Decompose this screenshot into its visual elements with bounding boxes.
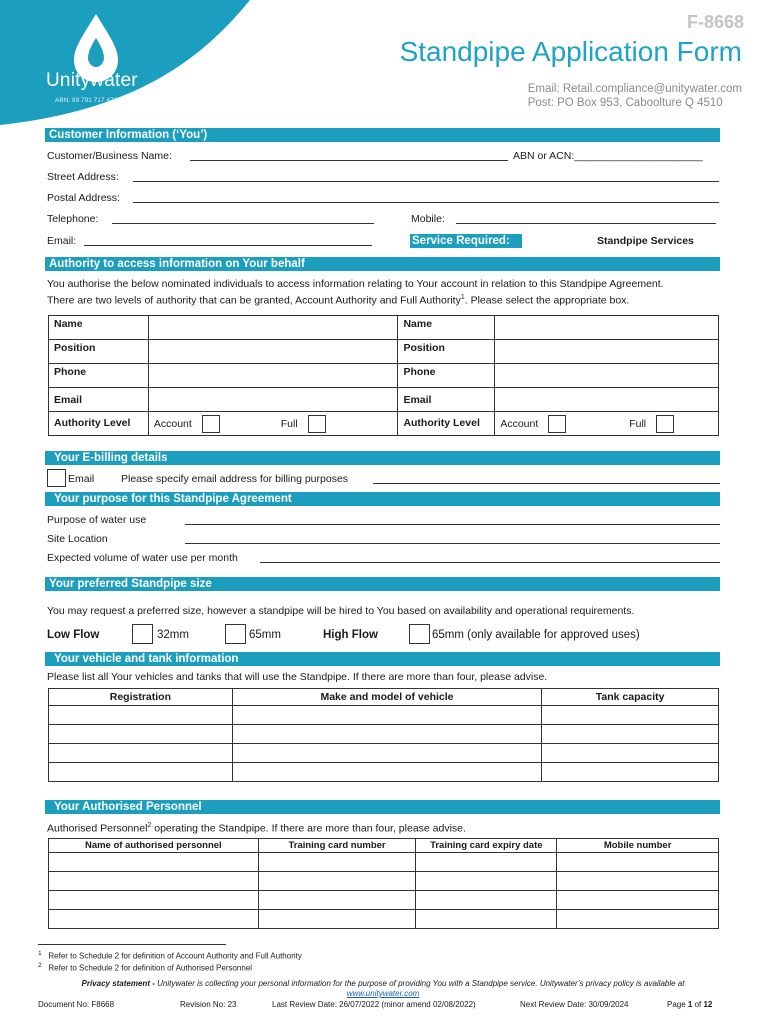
personnel-cell[interactable] <box>49 910 259 929</box>
size-32mm-label: 32mm <box>157 629 189 641</box>
contact-post: Post: PO Box 953, Caboolture Q 4510 <box>527 96 723 109</box>
section-customer-heading: Customer Information (‘You’) <box>45 128 720 142</box>
vehicle-cell[interactable] <box>232 744 541 763</box>
table-header-row <box>49 689 719 706</box>
table-header-row <box>49 839 719 853</box>
authority-level-label-1: Authority Level <box>49 412 149 436</box>
col-personnel-name: Name of authorised personnel <box>49 839 259 853</box>
document-number: Document No: F8668 <box>38 1000 115 1009</box>
privacy-text: Unitywater is collecting your personal information for the purpose of providing You with a Standpipe service. Unitywater’s privacy policy is available at <box>154 979 685 988</box>
authority-level-label-2: Authority Level <box>398 412 495 436</box>
col-registration: Registration <box>49 689 233 706</box>
position-label-2: Position <box>398 340 495 364</box>
street-address-label: Street Address: <box>47 171 119 183</box>
site-location-label: Site Location <box>47 533 108 545</box>
position-field-1[interactable] <box>148 340 398 364</box>
revision-number: Revision No: 23 <box>180 1000 237 1009</box>
account-option-label-1: Account <box>153 417 192 430</box>
page-indicator: Page 1 of 12 <box>667 1000 713 1009</box>
email-label: Email: <box>47 235 77 247</box>
vehicle-cell[interactable] <box>542 706 719 725</box>
table-row <box>49 725 719 744</box>
table-row <box>49 706 719 725</box>
volume-field[interactable] <box>260 562 720 563</box>
personnel-cell[interactable] <box>557 872 719 891</box>
table-row <box>49 340 719 364</box>
ebilling-email-label: Email <box>68 473 95 485</box>
col-mobile: Mobile number <box>557 839 719 853</box>
table-row <box>49 316 719 340</box>
personnel-cell[interactable] <box>49 891 259 910</box>
authority-table <box>48 315 719 436</box>
col-make-model: Make and model of vehicle <box>232 689 541 706</box>
purpose-field[interactable] <box>185 524 720 525</box>
personnel-cell[interactable] <box>416 853 557 872</box>
table-row <box>49 412 719 436</box>
section-ebilling-heading: Your E-billing details <box>45 451 720 465</box>
footnote-1: $^1$ Refer to Schedule 2 for definition of Account Authority and Full Authority <box>38 950 302 961</box>
section-personnel-heading: Your Authorised Personnel <box>45 800 720 814</box>
business-name-label: Customer/Business Name: <box>47 150 172 162</box>
name-field-1[interactable] <box>148 316 398 340</box>
form-number: F-8668 <box>686 12 744 32</box>
business-name-field[interactable] <box>190 160 508 161</box>
vehicle-cell[interactable] <box>542 744 719 763</box>
personnel-instruction: Authorised Personnel$^2$ operating the Standpipe. If there are more than four, please advise. <box>47 822 466 835</box>
email-field[interactable] <box>84 245 372 246</box>
size-65mm-high-label: 65mm (only available for approved uses) <box>432 629 640 641</box>
table-row <box>49 364 719 388</box>
name-label-1: Name <box>49 316 149 340</box>
table-row <box>49 763 719 782</box>
service-required-value: Standpipe Services <box>597 235 694 247</box>
footnote-2: $^2$ Refer to Schedule 2 for definition of Authorised Personnel <box>38 962 253 973</box>
privacy-link[interactable]: www.unitywater.com <box>346 989 420 998</box>
ebilling-instruction: Please specify email address for billing purposes <box>121 473 349 485</box>
postal-address-field[interactable] <box>133 202 719 203</box>
vehicle-table <box>48 688 719 782</box>
phone-label-2: Phone <box>398 364 495 388</box>
purpose-label: Purpose of water use <box>47 514 147 526</box>
personnel-cell[interactable] <box>557 891 719 910</box>
account-option-label-2: Account <box>500 417 539 430</box>
phone-field-2[interactable] <box>495 364 719 388</box>
low-flow-label: Low Flow <box>47 629 100 641</box>
table-row <box>49 910 719 929</box>
full-checkbox-2[interactable] <box>656 415 674 433</box>
size-65mm-label: 65mm <box>249 629 281 641</box>
full-checkbox-1[interactable] <box>308 415 326 433</box>
col-tank-capacity: Tank capacity <box>542 689 719 706</box>
vehicle-cell[interactable] <box>49 725 233 744</box>
personnel-cell[interactable] <box>416 891 557 910</box>
personnel-cell[interactable] <box>557 910 719 929</box>
section-vehicle-heading: Your vehicle and tank information <box>45 652 720 666</box>
brand-logo-text: Unitywater <box>46 70 138 91</box>
authority-para-line1: You authorise the below nominated individuals to access information relating to Your account in relation to this Standpipe Agreement. <box>47 278 664 290</box>
vehicle-cell[interactable] <box>49 744 233 763</box>
site-location-field[interactable] <box>185 543 720 544</box>
vehicle-cell[interactable] <box>542 763 719 782</box>
next-review-date: Next Review Date: 30/09/2024 <box>520 1000 629 1009</box>
email-label-2: Email <box>398 388 495 412</box>
size-65mm-checkbox[interactable] <box>225 624 246 644</box>
name-label-2: Name <box>398 316 495 340</box>
personnel-cell[interactable] <box>258 891 416 910</box>
section-purpose-heading: Your purpose for this Standpipe Agreement <box>45 492 720 506</box>
position-label-1: Position <box>49 340 149 364</box>
personnel-cell[interactable] <box>258 910 416 929</box>
street-address-field[interactable] <box>133 181 719 182</box>
phone-field-1[interactable] <box>148 364 398 388</box>
vehicle-cell[interactable] <box>232 763 541 782</box>
vehicle-cell[interactable] <box>542 725 719 744</box>
volume-label: Expected volume of water use per month <box>47 552 238 564</box>
ebilling-email-field[interactable] <box>373 483 720 484</box>
abn-label[interactable]: ABN or ACN:______________________ <box>513 150 703 162</box>
size-32mm-checkbox[interactable] <box>132 624 153 644</box>
personnel-table <box>48 838 719 929</box>
table-row <box>49 853 719 872</box>
personnel-cell[interactable] <box>49 872 259 891</box>
personnel-cell[interactable] <box>416 872 557 891</box>
mobile-field[interactable] <box>456 223 716 224</box>
authority-level-cell-2 <box>495 412 719 436</box>
table-row <box>49 872 719 891</box>
telephone-label: Telephone: <box>47 213 99 225</box>
last-review-date: Last Review Date: 26/07/2022 (minor amend 02/08/2022) <box>272 1000 476 1009</box>
vehicle-cell[interactable] <box>49 706 233 725</box>
vehicle-cell[interactable] <box>232 725 541 744</box>
ebilling-email-checkbox[interactable] <box>47 469 66 487</box>
authority-level-cell-1 <box>148 412 398 436</box>
size-note: You may request a preferred size, however a standpipe will be hired to You based on availability and operational requirements. <box>47 605 635 617</box>
contact-block <box>528 83 742 110</box>
full-option-label-1: Full <box>280 417 298 430</box>
telephone-field[interactable] <box>112 223 374 224</box>
phone-label-1: Phone <box>49 364 149 388</box>
email-field-2[interactable] <box>495 388 719 412</box>
section-authority-heading: Authority to access information on Your behalf <box>45 257 720 271</box>
mobile-label: Mobile: <box>411 213 445 225</box>
table-row <box>49 744 719 763</box>
section-size-heading: Your preferred Standpipe size <box>45 577 720 591</box>
col-training-expiry: Training card expiry date <box>416 839 557 853</box>
logo-band <box>0 0 250 125</box>
high-flow-label: High Flow <box>323 629 378 641</box>
email-field-1[interactable] <box>148 388 398 412</box>
vehicle-instruction: Please list all Your vehicles and tanks that will use the Standpipe. If there are more than four, please advise. <box>47 671 548 683</box>
privacy-label: Privacy statement - <box>81 979 155 988</box>
authority-paragraph <box>47 278 727 308</box>
postal-address-label: Postal Address: <box>47 192 120 204</box>
authority-para-line2: There are two levels of authority that can be granted, Account Authority and Full Authority$^1$. Please select the appropriate box. <box>47 294 630 307</box>
full-option-label-2: Full <box>629 417 647 430</box>
col-training-card: Training card number <box>258 839 416 853</box>
personnel-cell[interactable] <box>416 910 557 929</box>
service-required-label: Service Required: <box>410 234 522 248</box>
personnel-cell[interactable] <box>49 853 259 872</box>
name-field-2[interactable] <box>495 316 719 340</box>
account-checkbox-2[interactable] <box>548 415 566 433</box>
table-row <box>49 891 719 910</box>
personnel-cell[interactable] <box>258 853 416 872</box>
privacy-statement <box>38 979 728 999</box>
personnel-cell[interactable] <box>258 872 416 891</box>
email-label-1: Email <box>49 388 149 412</box>
position-field-2[interactable] <box>495 340 719 364</box>
vehicle-cell[interactable] <box>232 706 541 725</box>
table-row <box>49 388 719 412</box>
vehicle-cell[interactable] <box>49 763 233 782</box>
size-65mm-high-checkbox[interactable] <box>409 624 430 644</box>
footnote-divider <box>38 944 226 945</box>
personnel-cell[interactable] <box>557 853 719 872</box>
brand-abn: ABN: 89 791 717 472 <box>55 97 118 104</box>
account-checkbox-1[interactable] <box>202 415 220 433</box>
page-title: Standpipe Application Form <box>399 36 742 67</box>
contact-email: Email: Retail.compliance@unitywater.com <box>527 83 742 95</box>
